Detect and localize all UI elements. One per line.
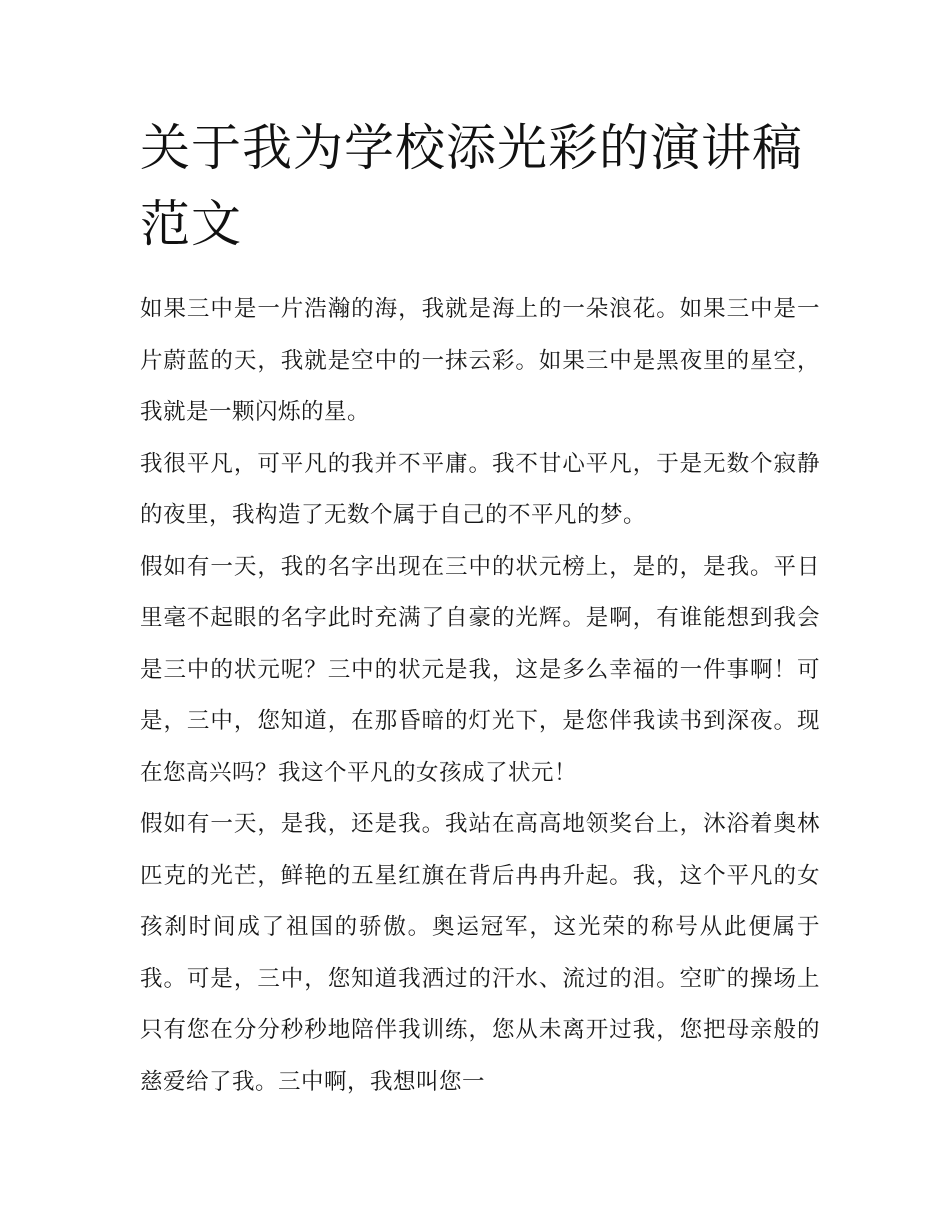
- paragraph-4: 假如有一天，是我，还是我。我站在高高地领奖台上，沐浴着奥林匹克的光芒，鲜艳的五星红旗在背后冉冉升起。我，这个平凡的女孩刹时间成了祖国的骄傲。奥运冠军，这光荣的称号从此便属于我。可是，三中，您知道我洒过的汗水、流过的泪。空旷的操场上只有您在分分秒秒地陪伴我训练，您从未离开过我，您把母亲般的慈爱给了我。三中啊，我想叫您一: [140, 811, 820, 1095]
- document-title: 关于我为学校添光彩的演讲稿范文: [140, 119, 803, 253]
- paragraph-2: 我很平凡，可平凡的我并不平庸。我不甘心平凡，于是无数个寂静的夜里，我构造了无数个属于自己的不平凡的梦。: [140, 450, 820, 528]
- document-content: [140, 110, 820, 1108]
- paragraph-1: 如果三中是一片浩瀚的海，我就是海上的一朵浪花。如果三中是一片蔚蓝的天，我就是空中的一抹云彩。如果三中是黑夜里的星空，我就是一颗闪烁的星。: [140, 296, 820, 425]
- paragraph-3: 假如有一天，我的名字出现在三中的状元榜上，是的，是我。平日里毫不起眼的名字此时充满了自豪的光辉。是啊，有谁能想到我会是三中的状元呢？三中的状元是我，这是多么幸福的一件事啊！可是，三中，您知道，在那昏暗的灯光下，是您伴我读书到深夜。现在您高兴吗？我这个平凡的女孩成了状元！: [140, 553, 820, 786]
- document-body: [140, 284, 820, 1108]
